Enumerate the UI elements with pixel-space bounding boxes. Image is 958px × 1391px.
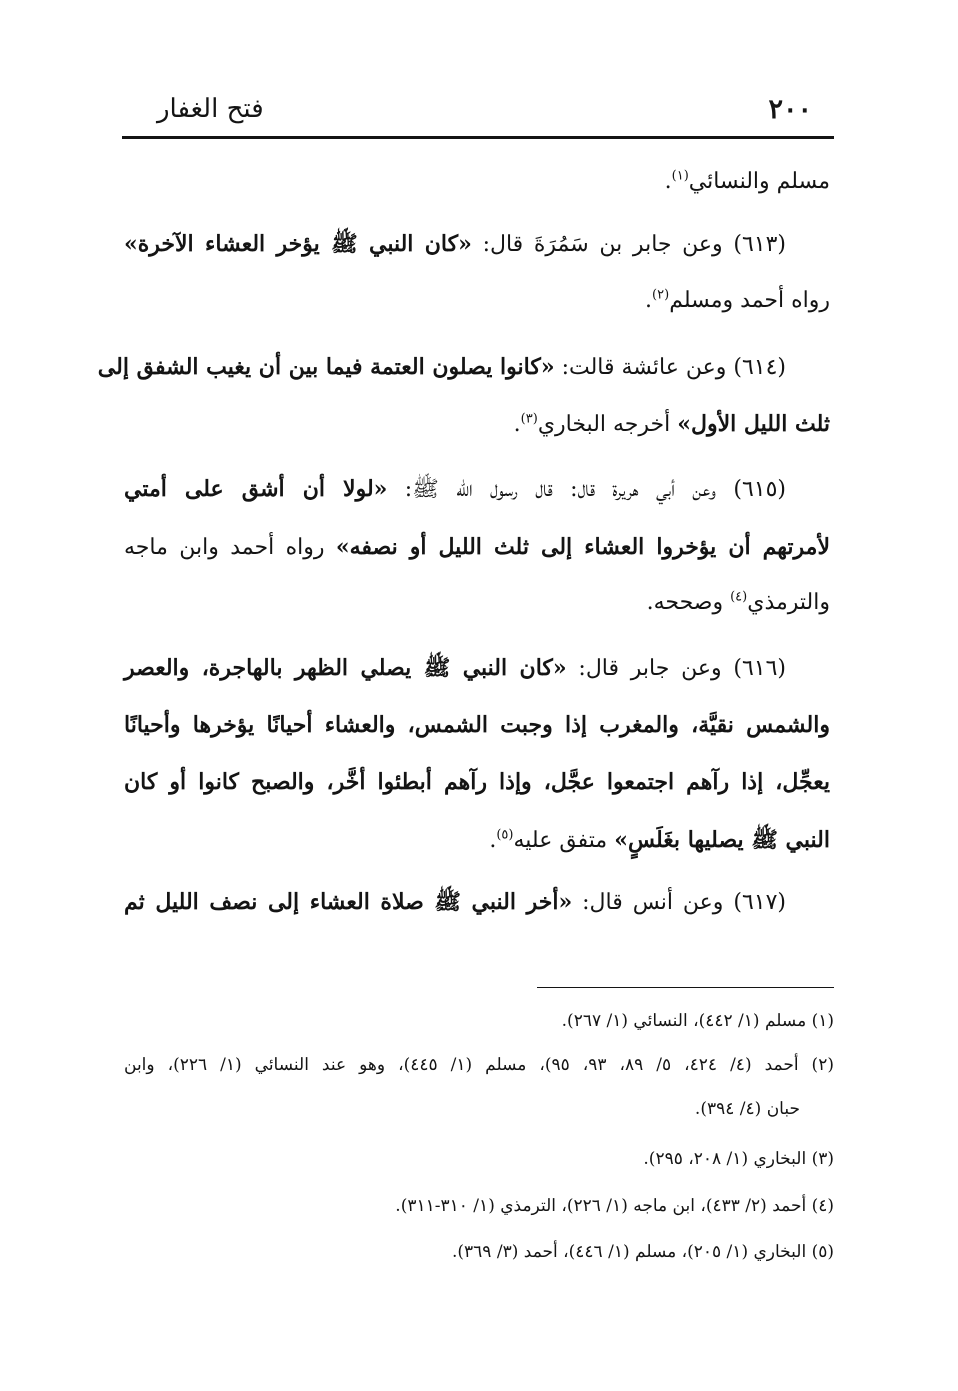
footnote-5: (٥) البخاري (١/ ٢٠٥)، مسلم (١/ ٤٤٦)، أحمد (٣/ ٣٦٩). (452, 1242, 834, 1262)
hadith-614: (٦١٤) وعن عائشة قالت: «كانوا يصلون العتمة فيما بين أن يغيب الشفق إلى (97, 354, 786, 380)
footnote-3: (٣) البخاري (١/ ٢٠٨، ٢٩٥). (643, 1149, 834, 1169)
footnote-ref[interactable]: (٥) (496, 827, 514, 843)
footnote-ref[interactable]: (١) (671, 168, 689, 184)
footnote-1: (١) مسلم (١/ ٤٤٢)، النسائي (١/ ٢٦٧). (561, 1011, 834, 1031)
book-title: فتح الغفار (157, 94, 264, 124)
text-line: رواه أحمد ومسلم$^{(٢)}$. (645, 287, 830, 313)
footnote-ref[interactable]: (٣) (520, 411, 538, 427)
text-line: النبي ﷺ يصليها بغَلَسٍ» متفق عليه$^{(٥)}$. (489, 827, 830, 853)
footnote-ref[interactable]: (٤) (730, 589, 748, 605)
footnote-ref[interactable]: (٢) (652, 287, 670, 303)
footnote-2: (٢) أحمد (٤/ ٤٢٤، ٥/ ٨٩، ٩٣، ٩٥)، مسلم (١/ ٤٤٥)، وهو عند النسائي (١/ ٢٢٦)، وابن (124, 1055, 834, 1075)
hadith-613: (٦١٣) وعن جابر بن سَمُرَةَ قال: «كان النبي ﷺ يؤخر العشاء الآخرة» (124, 231, 786, 257)
hadith-615: (٦١٥) وعن أبي هريرة قال: قال رسول الله ﷺ: «لولا أن أشق على أمتي (124, 476, 786, 502)
text-line: ثلث الليل الأول» أخرجه البخاري$^{(٣)}$. (513, 411, 830, 437)
footnote-2-continued: حبان (٤/ ٣٩٤). (694, 1099, 800, 1119)
page-header (122, 92, 834, 136)
hadith-617: (٦١٧) وعن أنس قال: «أخر النبي ﷺ صلاة العشاء إلى نصف الليل ثم (124, 889, 786, 915)
text-line: والشمس نقيَّة، والمغرب إذا وجبت الشمس، والعشاء أحيانًا يؤخرها وأحيانًا (124, 712, 830, 738)
header-rule (122, 136, 834, 139)
text-line: والترمذي$^{(٤)}$ وصححه. (646, 589, 830, 615)
hadith-616: (٦١٦) وعن جابر قال: «كان النبي ﷺ يصلي الظهر بالهاجرة، والعصر (124, 655, 787, 681)
text-line: مسلم والنسائي$^{(١)}$. (664, 168, 830, 194)
footnote-rule (537, 987, 834, 988)
text-line: يعجِّل، إذا رآهم اجتمعوا عجَّل، وإذا رآهم أبطئوا أخَّر، والصبح كانوا أو كان (124, 769, 830, 795)
page-number: ٢٠٠ (768, 94, 812, 125)
footnote-4: (٤) أحمد (٢/ ٤٣٣)، ابن ماجه (١/ ٢٢٦)، الترمذي (١/ ٣١٠-٣١١). (395, 1196, 834, 1216)
text-line: لأمرتهم أن يؤخروا العشاء إلى ثلث الليل أو نصفه» رواه أحمد وابن ماجه (124, 534, 831, 560)
